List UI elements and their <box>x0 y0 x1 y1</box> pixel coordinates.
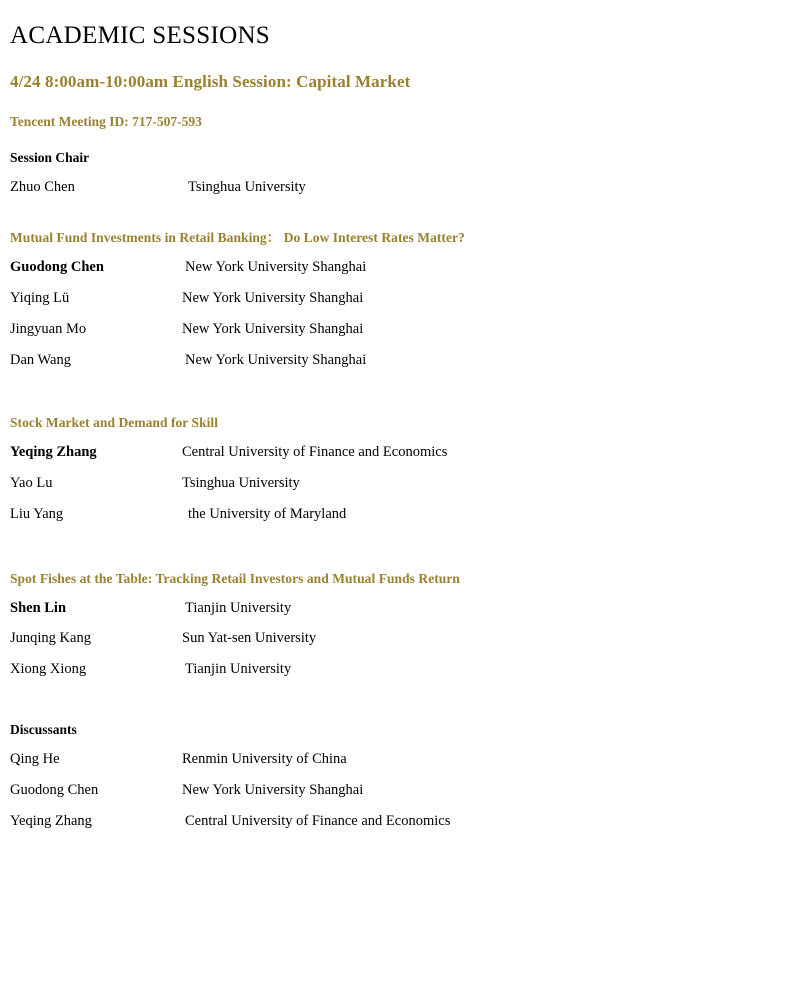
author-affiliation: the University of Maryland <box>188 505 347 522</box>
author-affiliation: Tsinghua University <box>182 474 300 491</box>
discussant-affiliation: Renmin University of China <box>182 751 347 768</box>
author-affiliation: Sun Yat-sen University <box>182 630 317 647</box>
author-row <box>8 353 769 369</box>
discussant-name: Guodong Chen <box>10 782 99 799</box>
chair-affiliation: Tsinghua University <box>188 179 306 195</box>
chair-row <box>8 180 769 196</box>
discussant-row <box>8 752 769 768</box>
author-row <box>8 260 769 276</box>
author-name: Liu Yang <box>10 505 64 522</box>
author-row <box>8 322 769 338</box>
author-name: Xiong Xiong <box>10 661 87 678</box>
author-row <box>8 601 769 617</box>
author-name: Junqing Kang <box>10 630 91 647</box>
discussant-affiliation: Central University of Finance and Economics <box>185 813 451 830</box>
author-affiliation: Central University of Finance and Economics <box>182 443 448 460</box>
meeting-id: Tencent Meeting ID: 717-507-593 <box>10 114 202 129</box>
author-row <box>8 662 769 678</box>
author-name: Jingyuan Mo <box>10 320 87 337</box>
discussant-name: Yeqing Zhang <box>10 813 92 830</box>
author-row <box>8 445 769 461</box>
discussant-row <box>8 783 769 799</box>
discussant-row <box>8 814 769 830</box>
discussants-label: Discussants <box>10 722 77 738</box>
author-row <box>8 476 769 492</box>
author-affiliation: New York University Shanghai <box>185 258 367 275</box>
author-name: Guodong Chen <box>10 258 104 275</box>
author-name: Dan Wang <box>10 351 71 368</box>
author-affiliation: New York University Shanghai <box>182 289 364 306</box>
author-row <box>8 631 769 647</box>
author-name: Yao Lu <box>10 474 53 491</box>
chair-name: Zhuo Chen <box>10 179 75 195</box>
page-title: ACADEMIC SESSIONS <box>10 22 271 49</box>
paper-title: Spot Fishes at the Table: Tracking Retail Investors and Mutual Funds Return <box>10 570 460 586</box>
paper-title: Mutual Fund Investments in Retail Banking： Do Low Interest Rates Matter? <box>10 229 465 245</box>
author-affiliation: Tianjin University <box>185 661 292 678</box>
session-heading: 4/24 8:00am-10:00am English Session: Capital Market <box>10 72 411 91</box>
author-name: Yiqing Lü <box>10 289 70 306</box>
author-affiliation: Tianjin University <box>185 599 292 616</box>
author-affiliation: New York University Shanghai <box>182 320 364 337</box>
paper-title: Stock Market and Demand for Skill <box>10 414 219 430</box>
author-row <box>8 291 769 307</box>
author-affiliation: New York University Shanghai <box>185 351 367 368</box>
discussant-name: Qing He <box>10 751 60 768</box>
author-name: Yeqing Zhang <box>10 443 97 460</box>
author-row <box>8 507 769 523</box>
discussant-affiliation: New York University Shanghai <box>182 782 364 799</box>
author-name: Shen Lin <box>10 599 67 616</box>
session-chair-label: Session Chair <box>10 150 90 165</box>
